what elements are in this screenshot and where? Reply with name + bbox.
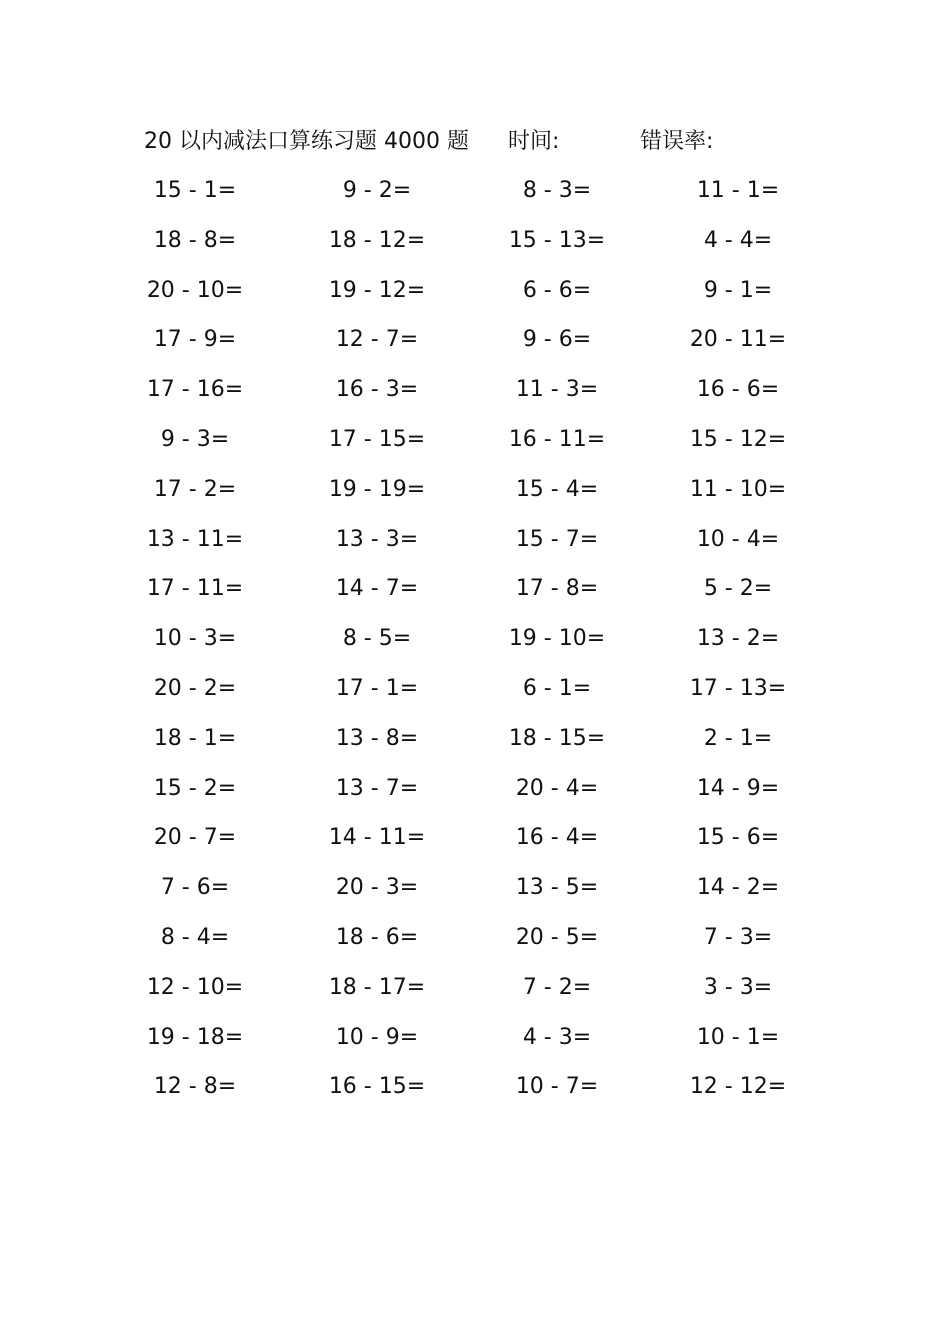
problem-row <box>140 569 800 619</box>
problem-item: 15 - 1= <box>153 178 237 203</box>
problem-item: 17 - 8= <box>515 576 599 602</box>
problem-item: 16 - 6= <box>696 377 780 403</box>
problem-row <box>140 271 800 321</box>
problem-item: 9 - 6= <box>522 327 592 353</box>
problem-row <box>140 221 800 271</box>
problem-item: 16 - 11= <box>508 426 606 452</box>
problem-item: 13 - 5= <box>515 875 599 901</box>
problem-item: 19 - 12= <box>328 277 426 303</box>
problem-item: 19 - 10= <box>508 626 606 652</box>
problem-item: 20 - 7= <box>153 825 237 851</box>
problem-item: 14 - 9= <box>696 775 780 801</box>
time-label: 时间: <box>508 129 560 154</box>
problem-item: 17 - 1= <box>335 675 419 701</box>
problem-item: 18 - 15= <box>508 725 606 751</box>
problem-item: 12 - 10= <box>146 974 244 1000</box>
problem-row <box>140 320 800 370</box>
problem-row <box>140 769 800 819</box>
problem-row <box>140 719 800 769</box>
problem-row <box>140 420 800 470</box>
problem-item: 20 - 2= <box>153 675 237 701</box>
problem-item: 7 - 6= <box>160 875 230 901</box>
problem-item: 15 - 2= <box>153 775 237 801</box>
problem-item: 12 - 7= <box>335 327 419 353</box>
problem-item: 10 - 1= <box>696 1024 780 1050</box>
problem-item: 12 - 8= <box>153 1074 237 1100</box>
worksheet-header <box>144 124 844 160</box>
problem-item: 18 - 6= <box>335 924 419 950</box>
problem-item: 15 - 4= <box>515 476 599 502</box>
problem-item: 8 - 5= <box>342 626 412 652</box>
problem-item: 18 - 17= <box>328 974 426 1000</box>
problem-item: 16 - 4= <box>515 825 599 851</box>
problem-item: 20 - 4= <box>515 775 599 801</box>
problem-item: 19 - 19= <box>328 476 426 502</box>
problem-item: 6 - 1= <box>522 675 592 701</box>
problem-item: 9 - 2= <box>342 178 412 203</box>
problem-row <box>140 918 800 968</box>
problem-item: 14 - 7= <box>335 576 419 602</box>
problem-grid <box>140 171 800 1117</box>
problem-row <box>140 470 800 520</box>
problem-row <box>140 818 800 868</box>
problem-item: 4 - 3= <box>522 1024 592 1050</box>
problem-item: 15 - 12= <box>689 426 787 452</box>
problem-item: 3 - 3= <box>703 974 773 1000</box>
problem-item: 18 - 8= <box>153 227 237 253</box>
problem-item: 10 - 4= <box>696 526 780 552</box>
problem-item: 16 - 3= <box>335 377 419 403</box>
problem-item: 15 - 13= <box>508 227 606 253</box>
problem-item: 17 - 16= <box>146 377 244 403</box>
problem-item: 6 - 6= <box>522 277 592 303</box>
problem-item: 12 - 12= <box>689 1074 787 1100</box>
problem-item: 9 - 3= <box>160 426 230 452</box>
problem-item: 8 - 4= <box>160 924 230 950</box>
problem-item: 13 - 3= <box>335 526 419 552</box>
problem-item: 17 - 13= <box>689 675 787 701</box>
problem-item: 13 - 2= <box>696 626 780 652</box>
problem-item: 16 - 15= <box>328 1074 426 1100</box>
problem-item: 14 - 2= <box>696 875 780 901</box>
problem-item: 19 - 18= <box>146 1024 244 1050</box>
problem-item: 14 - 11= <box>328 825 426 851</box>
problem-row <box>140 868 800 918</box>
problem-item: 20 - 5= <box>515 924 599 950</box>
problem-item: 13 - 7= <box>335 775 419 801</box>
problem-row <box>140 1018 800 1068</box>
problem-row <box>140 968 800 1018</box>
problem-row <box>140 520 800 570</box>
problem-item: 10 - 9= <box>335 1024 419 1050</box>
problem-item: 20 - 11= <box>689 327 787 353</box>
problem-item: 11 - 3= <box>515 377 599 403</box>
problem-item: 2 - 1= <box>703 725 773 751</box>
error-rate-label: 错误率: <box>640 129 714 154</box>
problem-row <box>140 669 800 719</box>
problem-item: 7 - 3= <box>703 924 773 950</box>
problem-item: 9 - 1= <box>703 277 773 303</box>
problem-item: 10 - 7= <box>515 1074 599 1100</box>
problem-item: 20 - 3= <box>335 875 419 901</box>
problem-item: 20 - 10= <box>146 277 244 303</box>
problem-item: 15 - 6= <box>696 825 780 851</box>
problem-item: 15 - 7= <box>515 526 599 552</box>
problem-item: 7 - 2= <box>522 974 592 1000</box>
problem-item: 17 - 11= <box>146 576 244 602</box>
problem-item: 13 - 11= <box>146 526 244 552</box>
problem-row <box>140 171 800 221</box>
problem-item: 11 - 1= <box>696 178 780 203</box>
problem-item: 8 - 3= <box>522 178 592 203</box>
problem-item: 11 - 10= <box>689 476 787 502</box>
problem-item: 17 - 15= <box>328 426 426 452</box>
problem-item: 17 - 9= <box>153 327 237 353</box>
problem-item: 18 - 12= <box>328 227 426 253</box>
problem-row <box>140 619 800 669</box>
problem-item: 17 - 2= <box>153 476 237 502</box>
problem-item: 5 - 2= <box>703 576 773 602</box>
worksheet-title: 20 以内减法口算练习题 4000 题 <box>144 129 469 154</box>
problem-item: 18 - 1= <box>153 725 237 751</box>
problem-row <box>140 370 800 420</box>
problem-row <box>140 1067 800 1117</box>
problem-item: 4 - 4= <box>703 227 773 253</box>
problem-item: 13 - 8= <box>335 725 419 751</box>
problem-item: 10 - 3= <box>153 626 237 652</box>
